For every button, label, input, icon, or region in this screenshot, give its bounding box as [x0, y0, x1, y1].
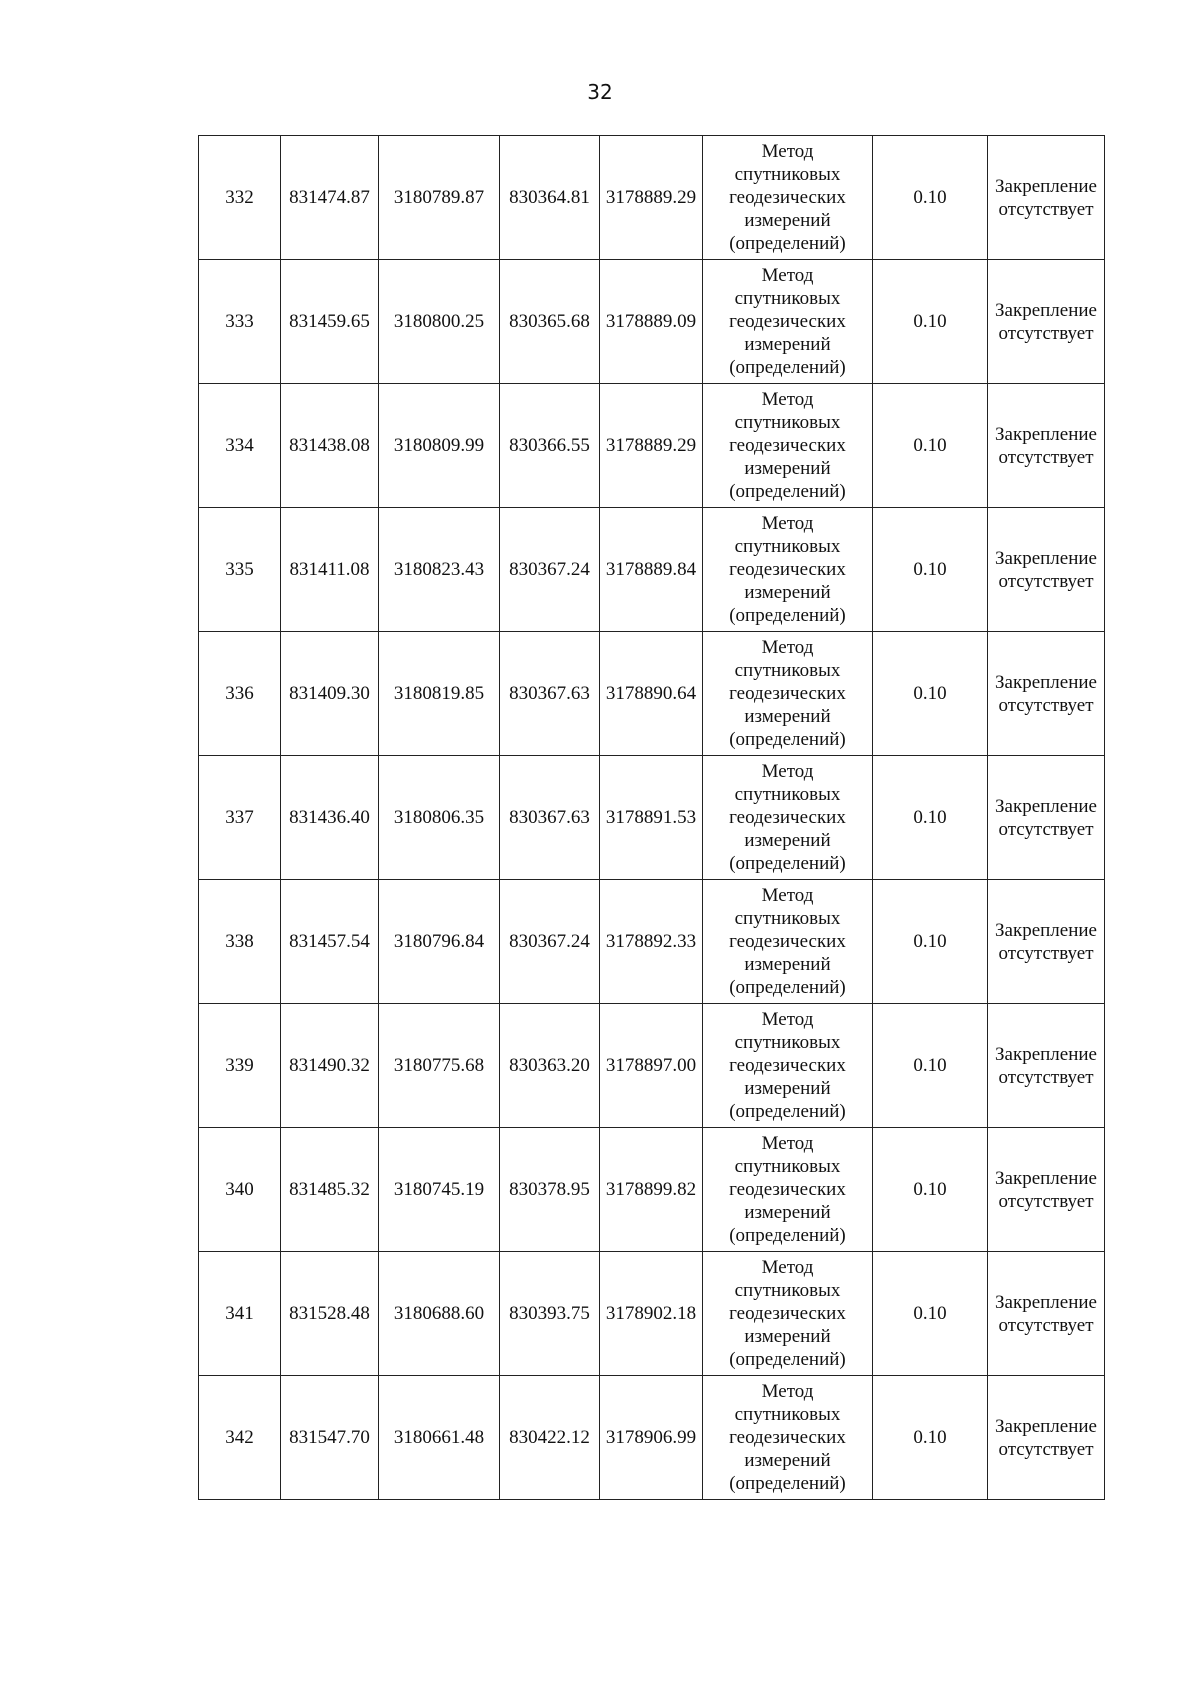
accuracy-cell: 0.10 [873, 632, 988, 756]
method-line: измерений [744, 582, 831, 603]
x-new-cell: 830366.55 [500, 384, 600, 508]
method-line: измерений [744, 334, 831, 355]
x-new-cell: 830367.24 [500, 880, 600, 1004]
table-row [199, 1128, 1105, 1252]
accuracy-cell: 0.10 [873, 1376, 988, 1500]
x-existing-cell: 831459.65 [281, 260, 379, 384]
table-row [199, 136, 1105, 260]
point-number-cell: 332 [199, 136, 281, 260]
fixing-line: Закрепление [995, 423, 1097, 445]
x-new-cell: 830363.20 [500, 1004, 600, 1128]
fixing-cell [988, 260, 1105, 384]
accuracy-cell: 0.10 [873, 508, 988, 632]
method-cell [703, 880, 873, 1004]
y-existing-cell: 3180789.87 [379, 136, 500, 260]
accuracy-cell: 0.10 [873, 756, 988, 880]
method-line: измерений [744, 1078, 831, 1099]
fixing-line: отсутствует [998, 1190, 1094, 1212]
method-line: спутниковых [734, 1404, 841, 1425]
point-number-cell: 340 [199, 1128, 281, 1252]
method-line: Метод [761, 265, 814, 286]
x-new-cell: 830364.81 [500, 136, 600, 260]
method-line: измерений [744, 1450, 831, 1471]
x-new-cell: 830378.95 [500, 1128, 600, 1252]
method-cell [703, 260, 873, 384]
method-line: спутниковых [734, 784, 841, 805]
x-existing-cell: 831485.32 [281, 1128, 379, 1252]
x-existing-cell: 831547.70 [281, 1376, 379, 1500]
y-new-cell: 3178889.84 [600, 508, 703, 632]
y-new-cell: 3178890.64 [600, 632, 703, 756]
x-new-cell: 830367.24 [500, 508, 600, 632]
fixing-line: Закрепление [995, 919, 1097, 941]
method-line: геодезических [729, 1179, 846, 1200]
y-existing-cell: 3180809.99 [379, 384, 500, 508]
method-line: Метод [761, 389, 814, 410]
fixing-cell [988, 1004, 1105, 1128]
point-number-cell: 337 [199, 756, 281, 880]
method-line: (определений) [729, 1349, 846, 1370]
fixing-line: отсутствует [998, 1314, 1094, 1336]
fixing-cell [988, 1252, 1105, 1376]
method-line: геодезических [729, 559, 846, 580]
y-existing-cell: 3180800.25 [379, 260, 500, 384]
y-existing-cell: 3180688.60 [379, 1252, 500, 1376]
method-line: измерений [744, 210, 831, 231]
method-line: спутниковых [734, 1032, 841, 1053]
method-line: Метод [761, 1133, 814, 1154]
method-line: спутниковых [734, 288, 841, 309]
table-row [199, 1252, 1105, 1376]
method-cell [703, 1128, 873, 1252]
method-cell [703, 136, 873, 260]
fixing-cell [988, 136, 1105, 260]
y-existing-cell: 3180819.85 [379, 632, 500, 756]
method-line: (определений) [729, 729, 846, 750]
method-line: (определений) [729, 1101, 846, 1122]
accuracy-cell: 0.10 [873, 260, 988, 384]
fixing-line: отсутствует [998, 1066, 1094, 1088]
table-row [199, 508, 1105, 632]
y-existing-cell: 3180661.48 [379, 1376, 500, 1500]
method-line: (определений) [729, 853, 846, 874]
method-line: измерений [744, 1202, 831, 1223]
accuracy-cell: 0.10 [873, 1004, 988, 1128]
table-row [199, 384, 1105, 508]
method-line: геодезических [729, 807, 846, 828]
y-new-cell: 3178906.99 [600, 1376, 703, 1500]
x-existing-cell: 831411.08 [281, 508, 379, 632]
x-existing-cell: 831438.08 [281, 384, 379, 508]
point-number-cell: 339 [199, 1004, 281, 1128]
fixing-line: отсутствует [998, 1438, 1094, 1460]
x-new-cell: 830365.68 [500, 260, 600, 384]
method-line: (определений) [729, 481, 846, 502]
fixing-line: отсутствует [998, 198, 1094, 220]
method-line: спутниковых [734, 164, 841, 185]
x-new-cell: 830367.63 [500, 756, 600, 880]
point-number-cell: 341 [199, 1252, 281, 1376]
y-existing-cell: 3180796.84 [379, 880, 500, 1004]
method-cell [703, 1004, 873, 1128]
method-line: геодезических [729, 435, 846, 456]
method-line: Метод [761, 885, 814, 906]
y-new-cell: 3178889.09 [600, 260, 703, 384]
fixing-cell [988, 1376, 1105, 1500]
method-cell [703, 632, 873, 756]
fixing-line: Закрепление [995, 175, 1097, 197]
method-line: геодезических [729, 1427, 846, 1448]
method-line: (определений) [729, 357, 846, 378]
method-line: геодезических [729, 683, 846, 704]
x-existing-cell: 831474.87 [281, 136, 379, 260]
y-existing-cell: 3180806.35 [379, 756, 500, 880]
method-line: спутниковых [734, 412, 841, 433]
y-new-cell: 3178889.29 [600, 384, 703, 508]
y-new-cell: 3178891.53 [600, 756, 703, 880]
point-number-cell: 338 [199, 880, 281, 1004]
method-line: спутниковых [734, 908, 841, 929]
method-line: Метод [761, 1009, 814, 1030]
method-line: геодезических [729, 1055, 846, 1076]
accuracy-cell: 0.10 [873, 1252, 988, 1376]
page-number: 32 [587, 80, 613, 104]
y-new-cell: 3178902.18 [600, 1252, 703, 1376]
accuracy-cell: 0.10 [873, 384, 988, 508]
point-number-cell: 333 [199, 260, 281, 384]
x-new-cell: 830393.75 [500, 1252, 600, 1376]
y-existing-cell: 3180823.43 [379, 508, 500, 632]
table-row [199, 632, 1105, 756]
fixing-line: отсутствует [998, 322, 1094, 344]
x-existing-cell: 831528.48 [281, 1252, 379, 1376]
table-row [199, 1004, 1105, 1128]
point-number-cell: 335 [199, 508, 281, 632]
method-line: (определений) [729, 1473, 846, 1494]
method-line: измерений [744, 706, 831, 727]
y-new-cell: 3178899.82 [600, 1128, 703, 1252]
method-line: измерений [744, 830, 831, 851]
fixing-line: Закрепление [995, 1043, 1097, 1065]
fixing-line: Закрепление [995, 1415, 1097, 1437]
table-row [199, 260, 1105, 384]
coordinates-table [198, 135, 1105, 1500]
method-line: (определений) [729, 977, 846, 998]
table-row [199, 880, 1105, 1004]
fixing-cell [988, 384, 1105, 508]
method-line: геодезических [729, 1303, 846, 1324]
fixing-line: отсутствует [998, 446, 1094, 468]
method-cell [703, 1376, 873, 1500]
method-line: Метод [761, 637, 814, 658]
method-line: спутниковых [734, 536, 841, 557]
fixing-line: Закрепление [995, 795, 1097, 817]
point-number-cell: 336 [199, 632, 281, 756]
fixing-cell [988, 632, 1105, 756]
fixing-line: Закрепление [995, 299, 1097, 321]
method-line: Метод [761, 513, 814, 534]
method-line: спутниковых [734, 1280, 841, 1301]
fixing-cell [988, 1128, 1105, 1252]
y-new-cell: 3178889.29 [600, 136, 703, 260]
method-line: геодезических [729, 931, 846, 952]
accuracy-cell: 0.10 [873, 880, 988, 1004]
fixing-line: отсутствует [998, 818, 1094, 840]
table-row [199, 1376, 1105, 1500]
method-line: измерений [744, 1326, 831, 1347]
method-cell [703, 384, 873, 508]
method-line: Метод [761, 1257, 814, 1278]
fixing-line: Закрепление [995, 547, 1097, 569]
method-line: Метод [761, 141, 814, 162]
point-number-cell: 342 [199, 1376, 281, 1500]
y-existing-cell: 3180775.68 [379, 1004, 500, 1128]
method-cell [703, 1252, 873, 1376]
y-new-cell: 3178892.33 [600, 880, 703, 1004]
x-existing-cell: 831409.30 [281, 632, 379, 756]
fixing-cell [988, 880, 1105, 1004]
table-row [199, 756, 1105, 880]
method-line: Метод [761, 761, 814, 782]
y-existing-cell: 3180745.19 [379, 1128, 500, 1252]
accuracy-cell: 0.10 [873, 1128, 988, 1252]
fixing-line: отсутствует [998, 942, 1094, 964]
fixing-line: Закрепление [995, 671, 1097, 693]
fixing-line: отсутствует [998, 694, 1094, 716]
x-existing-cell: 831490.32 [281, 1004, 379, 1128]
method-line: измерений [744, 954, 831, 975]
method-line: Метод [761, 1381, 814, 1402]
fixing-line: Закрепление [995, 1291, 1097, 1313]
fixing-cell [988, 756, 1105, 880]
method-line: измерений [744, 458, 831, 479]
method-line: (определений) [729, 605, 846, 626]
x-existing-cell: 831457.54 [281, 880, 379, 1004]
point-number-cell: 334 [199, 384, 281, 508]
method-line: геодезических [729, 187, 846, 208]
x-new-cell: 830367.63 [500, 632, 600, 756]
method-line: (определений) [729, 233, 846, 254]
fixing-line: Закрепление [995, 1167, 1097, 1189]
y-new-cell: 3178897.00 [600, 1004, 703, 1128]
x-new-cell: 830422.12 [500, 1376, 600, 1500]
accuracy-cell: 0.10 [873, 136, 988, 260]
method-cell [703, 508, 873, 632]
method-line: спутниковых [734, 1156, 841, 1177]
method-line: геодезических [729, 311, 846, 332]
method-line: (определений) [729, 1225, 846, 1246]
method-line: спутниковых [734, 660, 841, 681]
fixing-line: отсутствует [998, 570, 1094, 592]
method-cell [703, 756, 873, 880]
fixing-cell [988, 508, 1105, 632]
table-body [199, 136, 1105, 1500]
x-existing-cell: 831436.40 [281, 756, 379, 880]
